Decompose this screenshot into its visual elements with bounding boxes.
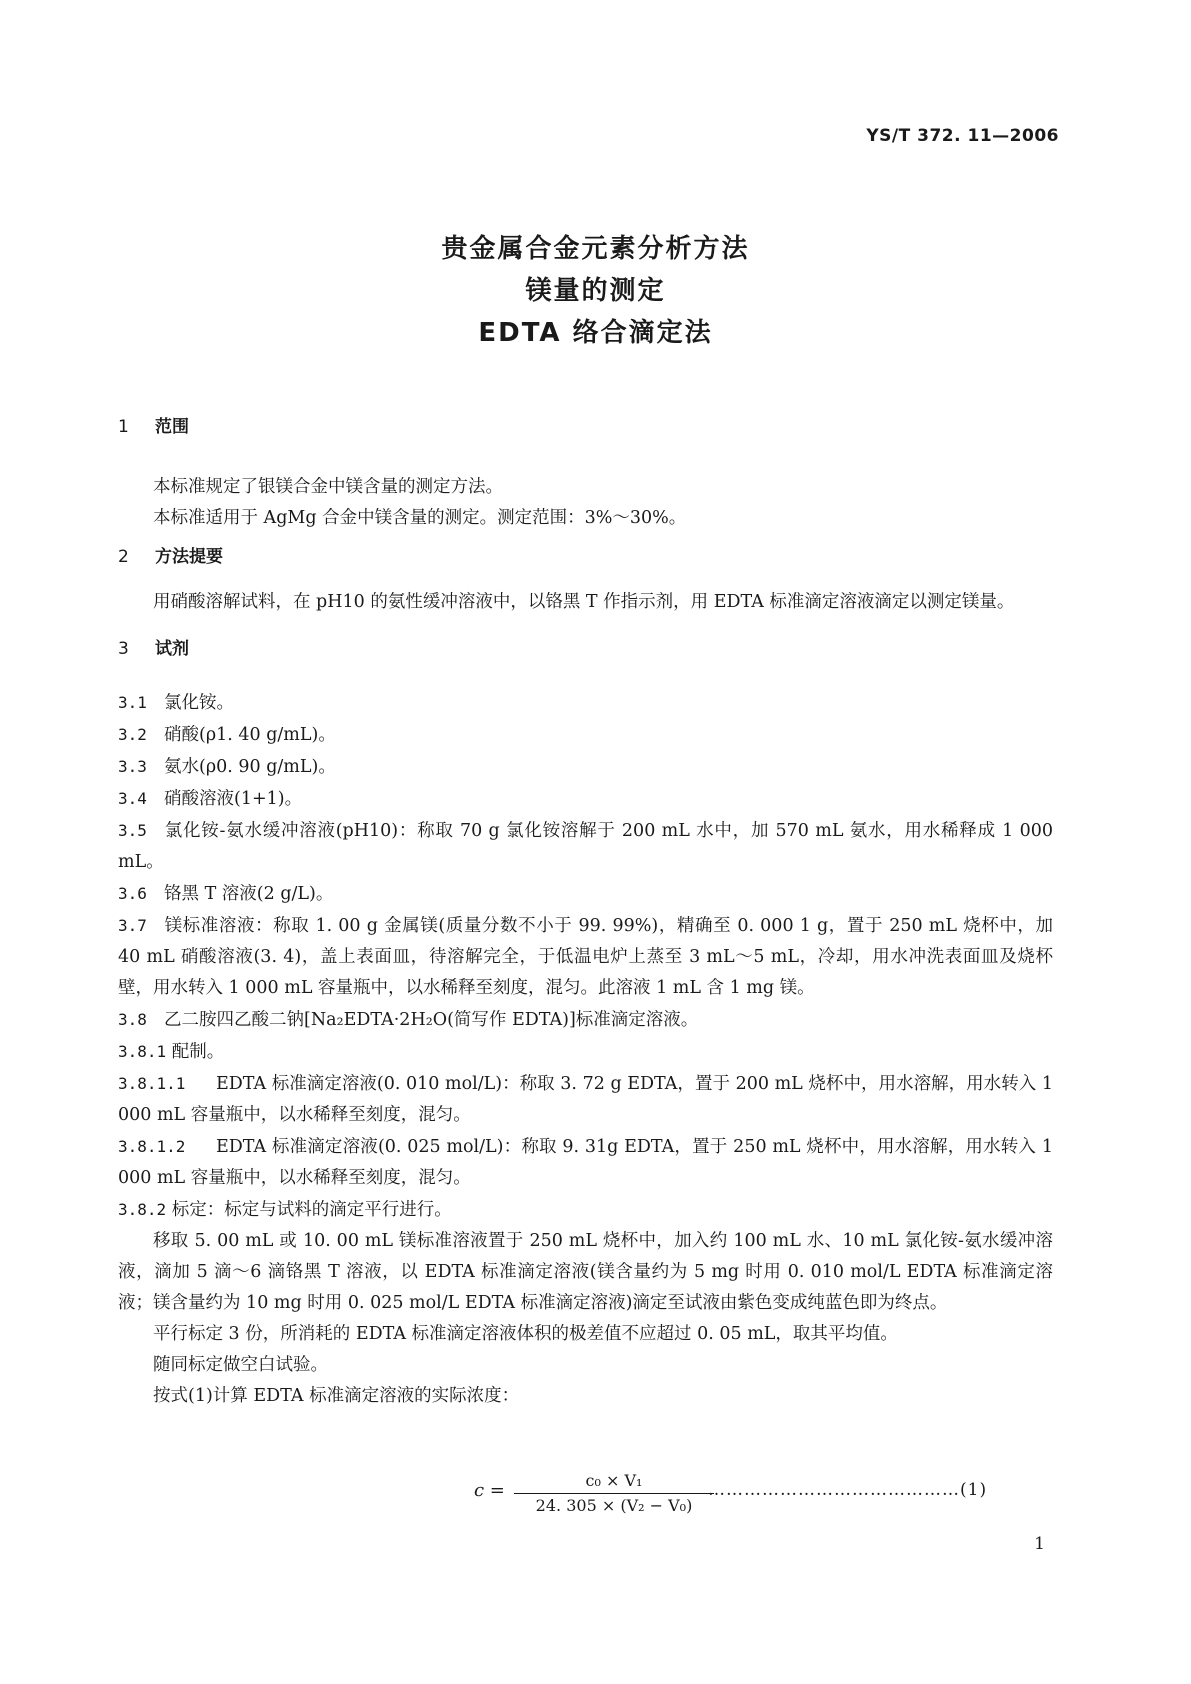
clause-3-8-1-2 xyxy=(118,1131,1053,1194)
section-number: 3 xyxy=(118,639,129,659)
clause-3-6 xyxy=(118,878,1053,910)
clause-3-8-2 xyxy=(118,1194,1053,1226)
section-2-heading xyxy=(118,542,1053,573)
formula-lhs: c = xyxy=(474,1480,505,1501)
clause-text: 镁标准溶液：称取 1. 00 g 金属镁(质量分数不小于 99. 99%)，精确至 0. 000 1 g，置于 250 mL 烧杯中，加 40 mL 硝酸溶液(3. 4)，盖上表面皿，待溶解完全，于低温电炉上蒸至 3 mL～5 mL，冷却，用水冲洗表面皿及烧杯壁，用水转入 1 000 mL 容量瓶中，以水稀释至刻度，混匀。此溶液 1 mL 含 1 mg 镁。 xyxy=(118,916,1053,998)
title-line-3: EDTA 络合滴定法 xyxy=(478,318,713,348)
title-line-1: 贵金属合金元素分析方法 xyxy=(441,234,750,264)
page-number: 1 xyxy=(1034,1534,1045,1554)
clause-3-8-1-1 xyxy=(118,1068,1053,1131)
document-title xyxy=(0,228,1191,354)
standardization-procedure-paragraph: 移取 5. 00 mL 或 10. 00 mL 镁标准溶液置于 250 mL 烧杯中，加入约 100 mL 水、10 mL 氯化铵-氨水缓冲溶液，滴加 5 滴～6 滴铬黑 T 溶液，以 EDTA 标准滴定溶液(镁含量约为 5 mg 时用 0. 010 mol/L EDTA 标准滴定溶液；镁含量约为 10 mg 时用 0. 025 mol/L EDTA 标准滴定溶液)滴定至试液由紫色变成纯蓝色即为终点。 xyxy=(118,1231,1053,1313)
clause-number: 3.8.2 xyxy=(118,1200,167,1219)
scope-paragraph-2: 本标准适用于 AgMg 合金中镁含量的测定。测定范围：3%～30%。 xyxy=(153,508,687,528)
clause-number: 3.5 xyxy=(118,821,147,840)
clause-number: 3.8 xyxy=(118,1010,147,1029)
clause-number: 3.4 xyxy=(118,789,147,808)
clause-text: 标定：标定与试料的滴定平行进行。 xyxy=(171,1200,452,1220)
section-number: 1 xyxy=(118,417,129,437)
section-3-heading xyxy=(118,634,1053,665)
clause-text: 氯化铵。 xyxy=(164,693,234,713)
clause-number: 3.8.1.2 xyxy=(118,1137,186,1156)
clause-text: 配制。 xyxy=(171,1042,225,1062)
clause-text: 铬黑 T 溶液(2 g/L)。 xyxy=(164,884,334,904)
formula-intro-paragraph: 按式(1)计算 EDTA 标准滴定溶液的实际浓度： xyxy=(153,1386,520,1406)
title-line-2: 镁量的测定 xyxy=(525,276,666,306)
standard-code: YS/T 372. 11—2006 xyxy=(866,126,1059,146)
document-body xyxy=(118,412,1053,1412)
clause-text: 硝酸溶液(1+1)。 xyxy=(164,789,303,809)
clause-number: 3.8.1.1 xyxy=(118,1074,186,1093)
clause-3-4 xyxy=(118,783,1053,815)
clause-text: 乙二胺四乙酸二钠[Na₂EDTA·2H₂O(简写作 EDTA)]标准滴定溶液。 xyxy=(164,1010,699,1030)
formula-numerator: c₀ × V₁ xyxy=(585,1471,643,1490)
section-title: 方法提要 xyxy=(155,547,223,567)
parallel-standardization-paragraph: 平行标定 3 份，所消耗的 EDTA 标准滴定溶液体积的极差值不应超过 0. 05 mL，取其平均值。 xyxy=(153,1324,898,1344)
clause-text: EDTA 标准滴定溶液(0. 010 mol/L)：称取 3. 72 g EDTA，置于 200 mL 烧杯中，用水溶解，用水转入 1 000 mL 容量瓶中，以水稀释至刻度，混匀。 xyxy=(118,1074,1053,1125)
formula-number-label: ……………………………………(1) xyxy=(708,1480,988,1500)
clause-3-8 xyxy=(118,1004,1053,1036)
section-1-heading xyxy=(118,412,1053,443)
clause-3-7 xyxy=(118,910,1053,1004)
section-number: 2 xyxy=(118,547,129,567)
clause-number: 3.7 xyxy=(118,916,147,935)
clause-3-2 xyxy=(118,719,1053,751)
method-summary-paragraph: 用硝酸溶解试料，在 pH10 的氨性缓冲溶液中，以铬黑 T 作指示剂，用 EDTA 标准滴定溶液滴定以测定镁量。 xyxy=(153,592,1015,612)
clause-number: 3.1 xyxy=(118,693,147,712)
clause-number: 3.8.1 xyxy=(118,1042,167,1061)
clause-3-8-1 xyxy=(118,1036,1053,1068)
formula-fraction xyxy=(514,1470,714,1517)
clause-3-1 xyxy=(118,687,1053,719)
formula-denominator: 24. 305 × (V₂ − V₀) xyxy=(535,1496,693,1515)
clause-number: 3.2 xyxy=(118,725,147,744)
clause-3-3 xyxy=(118,751,1053,783)
section-title: 范围 xyxy=(155,417,189,437)
clause-text: 氨水(ρ0. 90 g/mL)。 xyxy=(164,757,336,777)
scope-paragraph-1: 本标准规定了银镁合金中镁含量的测定方法。 xyxy=(153,477,503,497)
formula-1 xyxy=(118,1470,1053,1518)
clause-3-5 xyxy=(118,815,1053,878)
fraction-bar xyxy=(514,1493,714,1494)
clause-number: 3.3 xyxy=(118,757,147,776)
blank-test-paragraph: 随同标定做空白试验。 xyxy=(153,1355,328,1375)
clause-text: EDTA 标准滴定溶液(0. 025 mol/L)：称取 9. 31g EDTA，置于 250 mL 烧杯中，用水溶解，用水转入 1 000 mL 容量瓶中，以水稀释至刻度，混匀。 xyxy=(118,1137,1053,1188)
clause-number: 3.6 xyxy=(118,884,147,903)
section-title: 试剂 xyxy=(155,639,189,659)
clause-text: 硝酸(ρ1. 40 g/mL)。 xyxy=(164,725,336,745)
clause-text: 氯化铵-氨水缓冲溶液(pH10)：称取 70 g 氯化铵溶解于 200 mL 水中，加 570 mL 氨水，用水稀释成 1 000 mL。 xyxy=(118,821,1053,872)
